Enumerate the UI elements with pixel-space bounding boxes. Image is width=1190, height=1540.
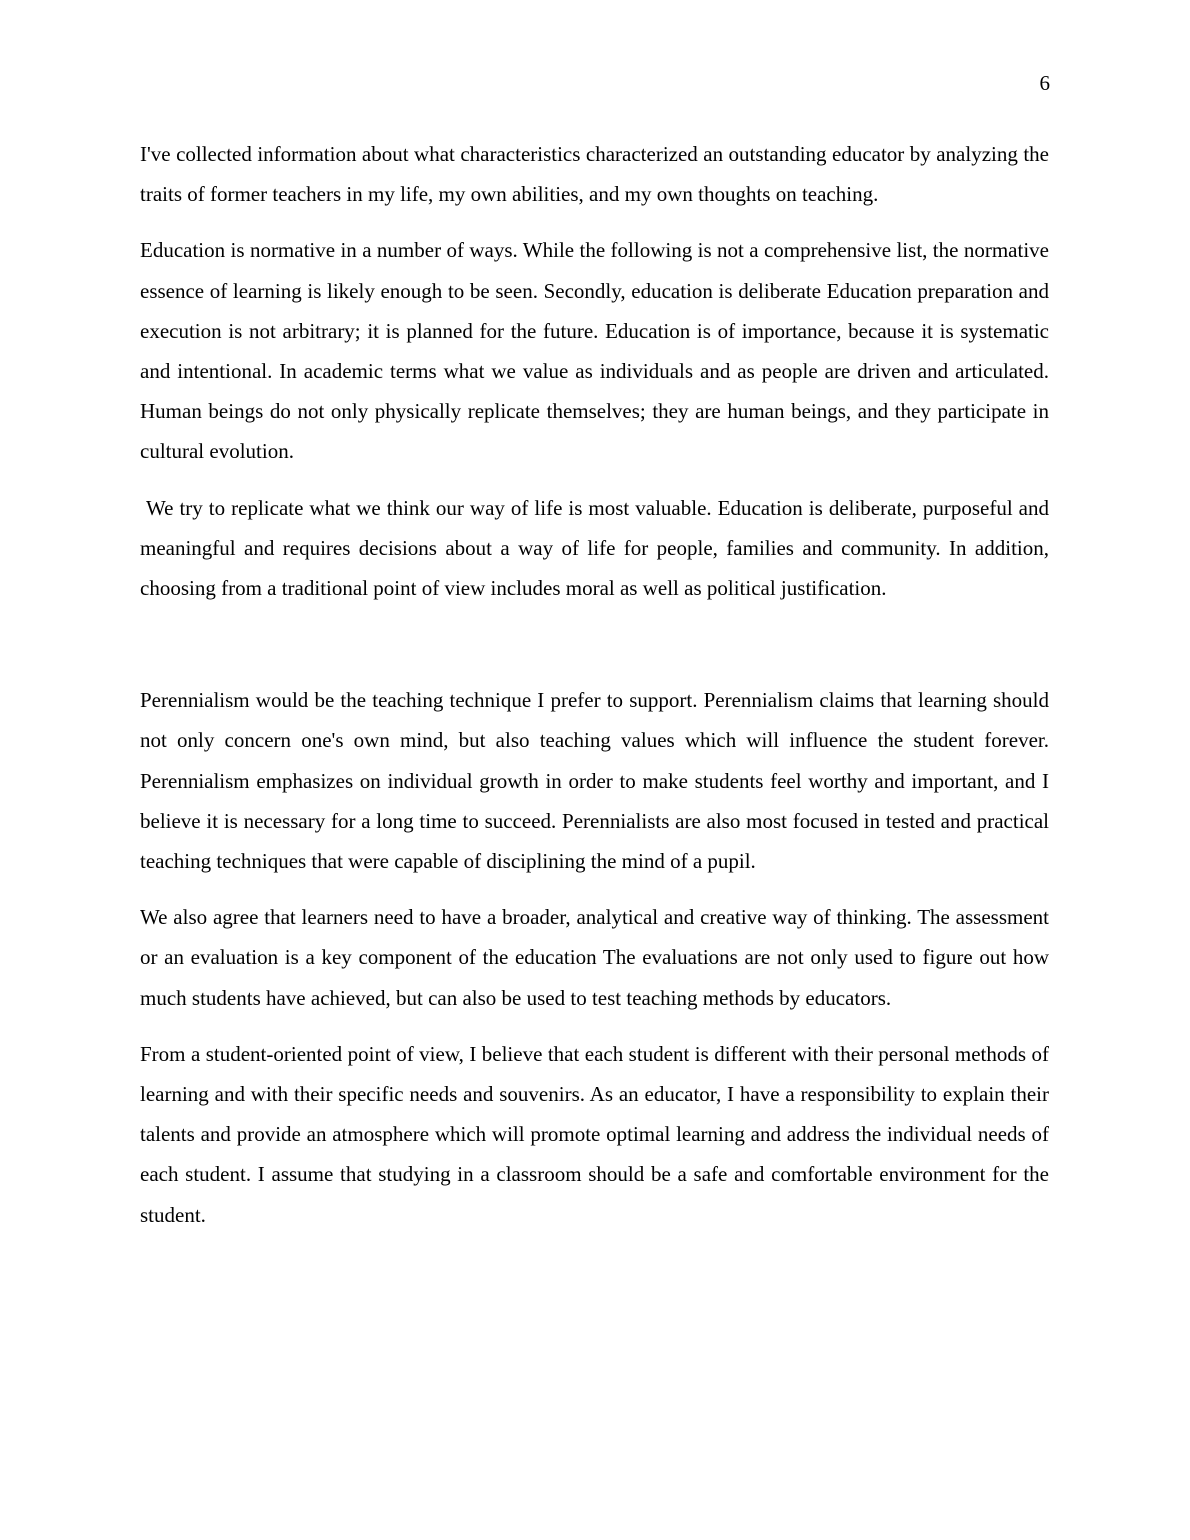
paragraph-1: I've collected information about what characteristics characterized an outstanding educator by analyzing the traits of former teachers in my life, my own abilities, and my own thoughts on teaching. bbox=[140, 142, 1049, 207]
blank-line bbox=[140, 624, 1049, 680]
paragraph-5: We also agree that learners need to have a broader, analytical and creative way of thinking. The assessment or an evaluation is a key component of the education The evaluations are not only used to figure out how much students have achieved, but can also be used to test teaching methods by educators. bbox=[140, 905, 1049, 1010]
document-body bbox=[140, 134, 1049, 1251]
paragraph-4: Perennialism would be the teaching technique I prefer to support. Perennialism claims that learning should not only concern one's own mind, but also teaching values which will influence the student forever. Perennialism emphasizes on individual growth in order to make students feel worthy and important, and I believe it is necessary for a long time to succeed. Perennialists are also most focused in tested and practical teaching techniques that were capable of disciplining the mind of a pupil. bbox=[140, 688, 1049, 874]
paragraph-3: We try to replicate what we think our way of life is most valuable. Education is deliberate, purposeful and meaningful and requires decisions about a way of life for people, families and community. In addition, choosing from a traditional point of view includes moral as well as political justification. bbox=[140, 495, 1049, 601]
page-number: 6 bbox=[1039, 71, 1050, 95]
paragraph-2: Education is normative in a number of ways. While the following is not a comprehensive list, the normative essence of learning is likely enough to be seen. Secondly, education is deliberate Education preparation and execution is not arbitrary; it is planned for the future. Education is of importance, because it is systematic and intentional. In academic terms what we value as individuals and as people are driven and articulated. Human beings do not only physically replicate themselves; they are human beings, and they participate in cultural evolution. bbox=[140, 238, 1049, 464]
paragraph-6: From a student-oriented point of view, I believe that each student is different with their personal methods of learning and with their specific needs and souvenirs. As an educator, I have a responsibility to explain their talents and provide an atmosphere which will promote optimal learning and address the individual needs of each student. I assume that studying in a classroom should be a safe and comfortable environment for the student. bbox=[140, 1041, 1049, 1227]
